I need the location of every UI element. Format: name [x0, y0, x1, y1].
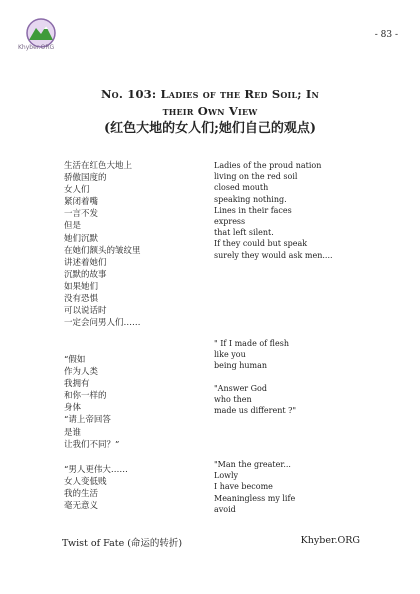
stanza-3-chinese: “男人更伟大…… 女人变低贱 我的生活 毫无意义	[64, 465, 128, 512]
stanza-3-english: "Man the greater... Lowly I have become Meaningless my life avoid	[214, 460, 296, 514]
title-line-1: No. 103: Ladies of the Red Soil; In	[100, 87, 320, 101]
logo-text: Khyber.ORG	[18, 44, 55, 51]
title-line-chinese: (红色大地的女人们;她们自己的观点)	[103, 121, 317, 136]
stanza-2-chinese: “假如 作为人类 我拥有 和你一样的 身体 “请上帝回答 是谁 让我们不同？”	[64, 355, 120, 450]
poem-title	[40, 86, 380, 137]
stanza-2-english: " If I made of flesh like you being human "Answer God who then made us different ?"	[214, 339, 297, 416]
page-number: - 83 -	[374, 30, 398, 40]
title-line-2: their Own View	[162, 104, 258, 118]
footer-site: Khyber.ORG	[300, 535, 360, 546]
footer-book-title: Twist of Fate (命运的转折)	[62, 538, 183, 549]
stanza-1-chinese: 生活在红色大地上 骄傲国度的 女人们 紧闭着嘴 一言不发 但是 她们沉默 在她们额头的皱纹里 讲述着她们 沉默的故事 如果她们 没有恐惧 可以说话时 一定会问男人们……	[64, 161, 141, 329]
stanza-1-english: Ladies of the proud nation living on the red soil closed mouth speaking nothing. Lines in their faces express that left silent. If they could but speak surely they would ask men....	[214, 161, 333, 260]
